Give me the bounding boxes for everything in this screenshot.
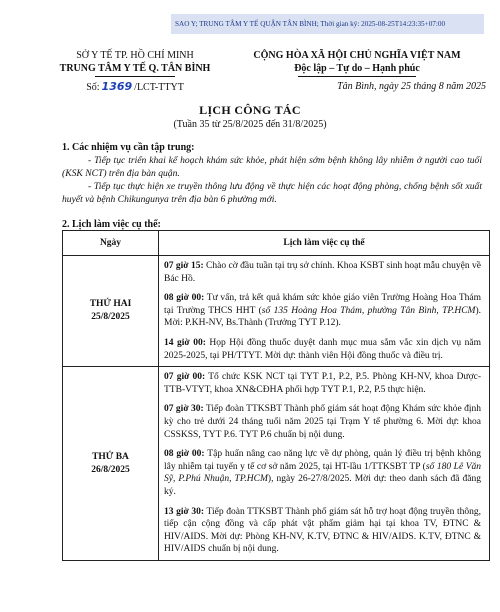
activity-text: Tiếp đoàn TTKSBT Thành phố giám sát hỗ trợ hoạt động truyền thông, tiếp cận cộng đồng và cấp phát vật phẩm giảm hại tại khoa TV, ĐTNC & HIV/AIDS. Mời dự: Phòng KH-NV, K.TV, ĐTNC & HIV/AIDS. K.TV, ĐTNC & HIV/AIDS chuẩn bị nội dung.	[164, 506, 481, 555]
doc-number-prefix: Số:	[86, 82, 100, 93]
activity-time: 07 giờ 30:	[164, 404, 204, 415]
activity-time: 07 giờ 00:	[164, 372, 206, 383]
document-number	[40, 80, 230, 94]
activity-item	[164, 337, 481, 362]
center-name: TRUNG TÂM Y TẾ Q. TÂN BÌNH	[59, 63, 211, 74]
activity-text: Tổ chức KSK NCT tại TYT P.1, P.2, P.5. Phòng KH-NV, khoa Dược-TTB-VTYT, khoa XN&CĐHA phối hợp TYT P.1, P.2, P.5 thực hiện.	[164, 372, 481, 395]
activity-text: Chào cờ đầu tuần tại trụ sở chính. Khoa KSBT sinh hoạt mẫu chuyện về Bác Hồ.	[164, 261, 481, 284]
day-name: THỨ HAI	[89, 299, 132, 310]
activity-item	[164, 371, 481, 396]
activity-time: 13 giờ 30:	[164, 506, 205, 517]
day-cell	[63, 256, 159, 367]
activity-address: số 135 Hoàng Hoa Thám, phường Tân Bình, TP.HCM	[261, 305, 476, 316]
activity-item	[164, 403, 481, 441]
activity-address: số 180 Lê Văn Sỹ, P.Phú Nhuận, TP.HCM	[164, 461, 482, 485]
day-date: 25/8/2025	[91, 312, 130, 323]
week-range: (Tuần 35 từ 25/8/2025 đến 31/8/2025)	[173, 119, 327, 130]
issuer-block	[40, 49, 230, 94]
activity-item	[164, 506, 481, 556]
activity-text: Tư vấn, trả kết quả khám sức khỏe giáo viên Trường Hoàng Hoa Thám tại Trường THCS HHT (	[164, 293, 481, 316]
activities-cell	[159, 256, 490, 367]
national-header	[222, 49, 492, 93]
issuer-underline	[95, 76, 175, 77]
activity-item	[164, 448, 481, 498]
activity-time: 08 giờ 00:	[164, 293, 205, 304]
activity-text: Họp Hội đồng thuốc duyệt danh mục mua sắm vắc xin dịch vụ năm 2025-2025, tại PH/TTYT. Mời dự: thành viên Hội đồng thuốc và điều trị.	[164, 337, 481, 361]
motto-underline	[298, 76, 416, 77]
issue-date: Tân Bình, ngày 25 tháng 8 năm 2025	[337, 81, 486, 92]
schedule-row-monday	[63, 256, 490, 367]
activity-item	[164, 292, 481, 330]
doc-number-suffix: /LCT-TTYT	[134, 82, 184, 93]
activity-text: Tiếp đoàn TTKSBT Thành phố giám sát hoạt động Khám sức khỏe định kỳ cho trẻ dưới 24 tháng tuổi năm 2025 tại Trạm Y tế phường 6. Mời dự: khoa CSSKSS, TYT P.6. TYT P.6 chuẩn bị nội dung.	[164, 404, 481, 440]
day-cell	[63, 367, 159, 561]
document-title: LỊCH CÔNG TÁC	[199, 103, 301, 117]
day-name: THỨ BA	[92, 451, 129, 462]
schedule-row-tuesday	[63, 367, 490, 561]
doc-number-handwritten: 1369	[101, 80, 133, 93]
column-header-schedule: Lịch làm việc cụ thể	[159, 231, 490, 256]
section-1-heading: 1. Các nhiệm vụ cần tập trung:	[62, 142, 195, 153]
digital-signature-stamp: SAO Y; TRUNG TÂM Y TẾ QUẬN TÂN BÌNH; Thời gian ký: 2025-08-25T14:23:35+07:00	[171, 14, 484, 34]
national-motto: Độc lập – Tự do – Hạnh phúc	[294, 63, 420, 74]
document-title-block	[0, 103, 500, 132]
activity-text-tail: ). Mời: P.KH-NV, Bs.Thành (Trưởng TYT P.12).	[164, 305, 481, 329]
activity-time: 14 giờ 00:	[164, 337, 206, 348]
activity-time: 07 giờ 15:	[164, 261, 204, 271]
activity-item	[164, 260, 481, 285]
schedule-table	[62, 230, 490, 561]
column-header-day: Ngày	[63, 231, 159, 256]
activities-cell	[159, 367, 490, 561]
activity-text-tail: ), ngày 26-27/8/2025. Mời dự: theo danh sách đã đăng ký.	[164, 474, 481, 497]
activity-text: Tập huấn nâng cao năng lực về dự phòng, quản lý điều trị bệnh không lây nhiễm tại tuyến y tế cơ sở năm 2025, tại HT-lầu 1/TTKSBT TP (	[164, 449, 481, 472]
task-paragraph-2: - Tiếp tục thực hiện xe truyền thông lưu động về thực hiện các hoạt động phòng, chống bệnh sốt xuất huyết và bệnh Chikungunya trên địa bàn 6 phường mới.	[62, 181, 482, 205]
ministry-name: SỞ Y TẾ TP. HỒ CHÍ MINH	[76, 50, 194, 61]
activity-time: 08 giờ 00:	[164, 449, 205, 460]
task-paragraph-1: - Tiếp tục triển khai kế hoạch khám sức khỏe, phát hiện sớm bệnh không lây nhiễm ở người cao tuổi (KSK NCT) trên địa bàn quận.	[62, 155, 482, 179]
section-2-heading: 2. Lịch làm việc cụ thể:	[62, 219, 161, 230]
schedule-header-row	[63, 231, 490, 256]
day-date: 26/8/2025	[91, 464, 130, 475]
country-name: CỘNG HÒA XÃ HỘI CHỦ NGHĨA VIỆT NAM	[253, 50, 461, 61]
